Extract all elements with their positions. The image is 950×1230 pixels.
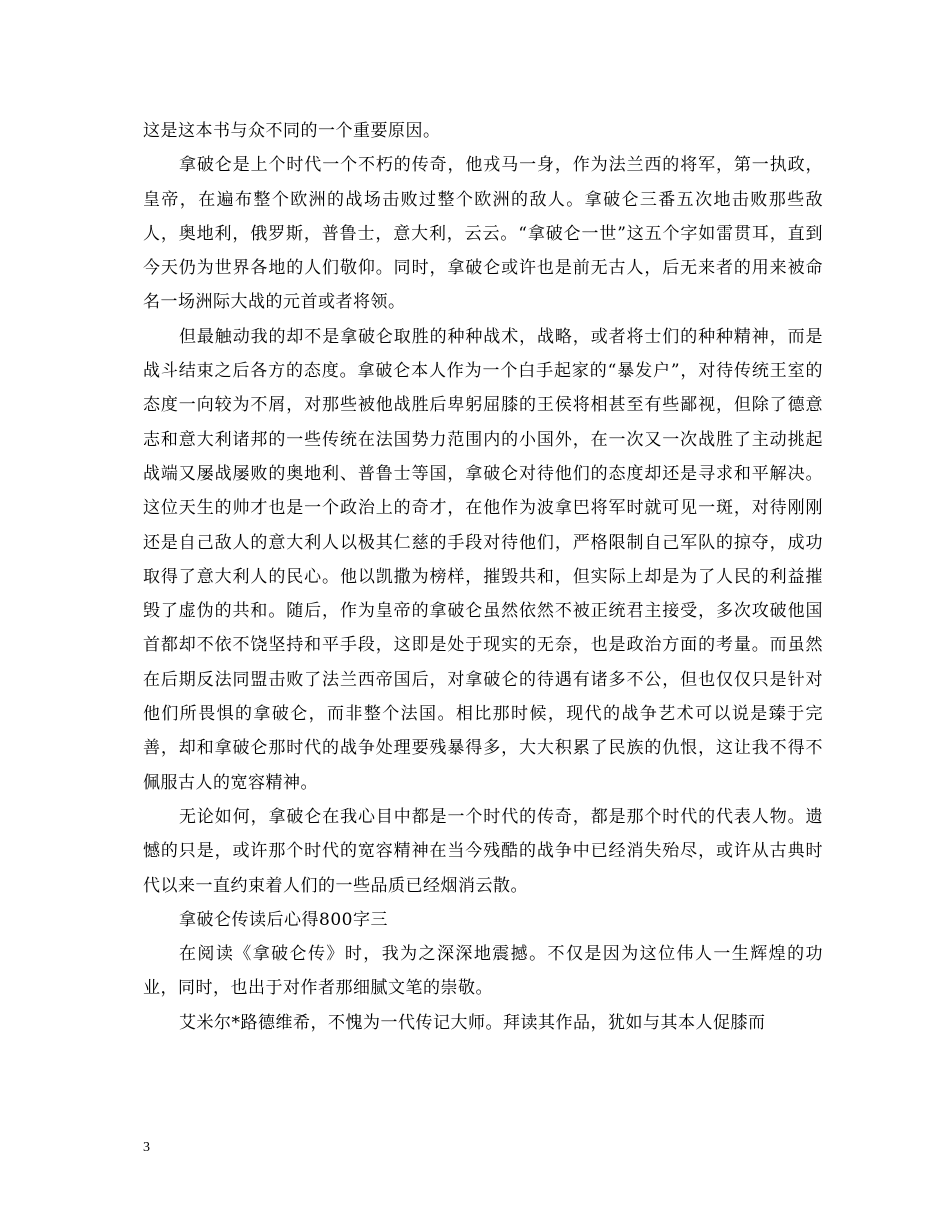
page-number: 3 xyxy=(143,1140,150,1155)
paragraph-author-praise: 艾米尔*路德维希，不愧为一代传记大师。拜读其作品，犹如与其本人促膝而 xyxy=(179,1012,766,1033)
paragraph-conclusion: 无论如何，拿破仑在我心目中都是一个时代的传奇，都是那个时代的代表人物。遗憾的只是，或许那个时代的宽容精神在当今残酷的战争中已经消失殆尽，或许从古典时代以来一直约束着人们的一些品质已经烟消云散。 xyxy=(143,806,823,896)
paragraph-reading-impression: 在阅读《拿破仑传》时，我为之深深地震撼。不仅是因为这位伟人一生辉煌的功业，同时，也出于对作者那细腻文笔的崇敬。 xyxy=(143,944,823,999)
paragraph-post-war-attitude: 但最触动我的却不是拿破仑取胜的种种战术，战略，或者将士们的种种精神，而是战斗结束之后各方的态度。拿破仑本人作为一个白手起家的“暴发户”，对待传统王室的态度一向较为不屑，对那些被他战胜后卑躬屈膝的王侯将相甚至有些鄙视，但除了德意志和意大利诸邦的一些传统在法国势力范围内的小国外，在一次又一次战胜了主动挑起战端又屡战屡败的奥地利、普鲁士等国，拿破仑对待他们的态度却还是寻求和平解决。这位天生的帅才也是一个政治上的奇才，在他作为波拿巴将军时就可见一斑，对待刚刚还是自己敌人的意大利人以极其仁慈的手段对待他们，严格限制自己军队的掠夺，成功取得了意大利人的民心。他以凯撒为榜样，摧毁共和，但实际上却是为了人民的利益摧毁了虚伪的共和。随后，作为皇帝的拿破仑虽然依然不被正统君主接受，多次攻破他国首都却不依不饶坚持和平手段，这即是处于现实的无奈，也是政治方面的考量。而虽然在后期反法同盟击败了法兰西帝国后，对拿破仑的待遇有诸多不公，但也仅仅只是针对他们所畏惧的拿破仑，而非整个法国。相比那时候，现代的战争艺术可以说是臻于完善，却和拿破仑那时代的战争处理要残暴得多，大大积累了民族的仇恨，这让我不得不佩服古人的宽容精神。 xyxy=(143,326,823,793)
paragraph-napoleon-legend: 拿破仑是上个时代一个不朽的传奇，他戎马一身，作为法兰西的将军，第一执政，皇帝，在遍布整个欧洲的战场击败过整个欧洲的敌人。拿破仑三番五次地击败那些敌人，奥地利，俄罗斯，普鲁士，意大利，云云。“拿破仑一世”这五个字如雷贯耳，直到今天仍为世界各地的人们敬仰。同时，拿破仑或许也是前无古人，后无来者的用来被命名一场洲际大战的元首或者将领。 xyxy=(143,155,823,313)
paragraph-continuation: 这是这本书与众不同的一个重要原因。 xyxy=(143,121,441,141)
document-body xyxy=(143,114,823,1040)
section-heading: 拿破仑传读后心得800字三 xyxy=(179,909,388,930)
